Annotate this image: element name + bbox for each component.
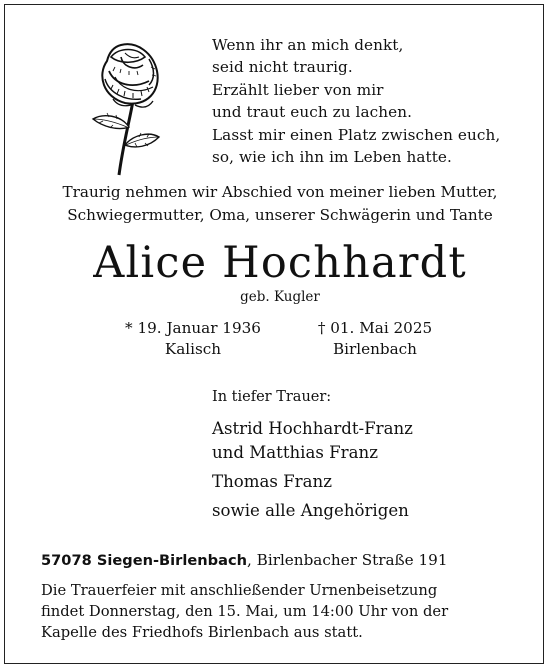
poem-line: seid nicht traurig. (212, 58, 353, 77)
service-line: Die Trauerfeier mit anschließender Urnenbeisetzung (41, 582, 438, 599)
poem-line: Erzählt lieber von mir (212, 80, 384, 99)
poem (212, 34, 500, 168)
mourner-name: und Matthias Franz (212, 443, 378, 462)
poem-line: und traut euch zu lachen. (212, 103, 413, 122)
address (41, 549, 448, 572)
mourner-name: Thomas Franz (212, 472, 332, 491)
death-place: Birlenbach (333, 340, 417, 358)
death-info (255, 318, 495, 360)
service-notice (41, 580, 448, 644)
rose-icon (63, 27, 175, 177)
birth-place: Kalisch (164, 340, 222, 358)
mourner-name: sowie alle Angehörigen (212, 501, 409, 520)
address-city: 57078 Siegen-Birlenbach (41, 552, 248, 569)
mourning-label: In tiefer Trauer: (212, 389, 332, 405)
death-date: † 01. Mai 2025 (317, 319, 433, 337)
deceased-name: Alice Hochhardt (93, 238, 467, 288)
birth-date: * 19. Januar 1936 (125, 319, 261, 337)
born-name: geb. Kugler (240, 289, 320, 305)
poem-line: Wenn ihr an mich denkt, (212, 36, 404, 54)
poem-line: so, wie ich ihn im Leben hatte. (212, 148, 452, 167)
mourner-name: Astrid Hochhardt-Franz (212, 419, 413, 438)
service-line: findet Donnerstag, den 15. Mai, um 14:00 Uhr von der (41, 603, 449, 621)
address-street: , Birlenbacher Straße 191 (247, 551, 448, 569)
intro-text (5, 181, 550, 226)
poem-line: Lasst mir einen Platz zwischen euch, (212, 125, 501, 144)
intro-line: Traurig nehmen wir Abschied von meiner lieben Mutter, (62, 183, 498, 201)
obituary-frame (4, 4, 544, 664)
intro-line: Schwiegermutter, Oma, unserer Schwägerin und Tante (67, 205, 493, 224)
service-line: Kapelle des Friedhofs Birlenbach aus statt. (41, 624, 363, 642)
